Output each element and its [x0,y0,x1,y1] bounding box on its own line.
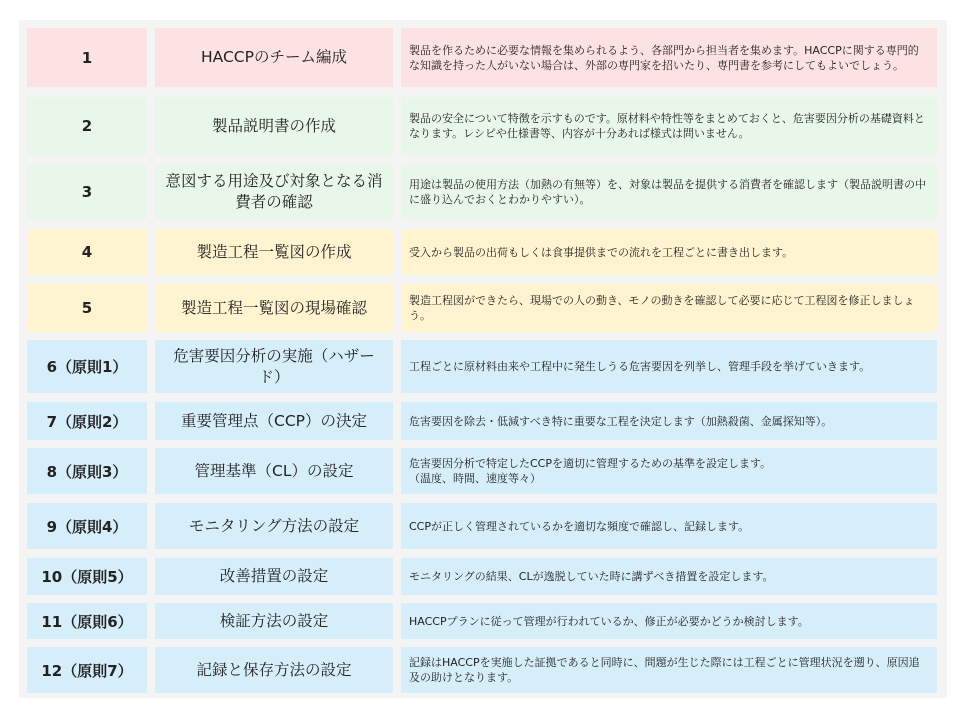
step-number: 11（原則6） [27,603,147,639]
step-number: 2 [27,97,147,155]
step-number: 3 [27,165,147,219]
table-row [27,229,937,275]
step-title: 記録と保存方法の設定 [155,647,393,693]
table-row [27,647,937,693]
step-title: HACCPのチーム編成 [155,28,393,87]
step-title: 管理基準（CL）の設定 [155,448,393,494]
step-number: 5 [27,284,147,332]
step-title: 製造工程一覧図の作成 [155,229,393,275]
table-row [27,402,937,440]
table-row [27,340,937,393]
step-title: 改善措置の設定 [155,558,393,595]
step-title: 検証方法の設定 [155,603,393,639]
step-description: モニタリングの結果、CLが逸脱していた時に講ずべき措置を設定します。 [401,558,937,595]
step-description: 製品の安全について特徴を示すものです。原材料や特性等をまとめておくと、危害要因分析の基礎資料となります。レシピや仕様書等、内容が十分あれば様式は問いません。 [401,97,937,155]
table-row [27,603,937,639]
table-row [27,558,937,595]
step-description: 受入から製品の出荷もしくは食事提供までの流れを工程ごとに書き出します。 [401,229,937,275]
step-description: 製造工程図ができたら、現場での人の動き、モノの動きを確認して必要に応じて工程図を修正しましょう。 [401,284,937,332]
step-description: 危害要因分析で特定したCCPを適切に管理するための基準を設定します。 （温度、時間、速度等々） [401,448,937,494]
table-row [27,28,937,87]
table-row [27,284,937,332]
step-title: 重要管理点（CCP）の決定 [155,402,393,440]
table-row [27,448,937,494]
step-description: HACCPプランに従って管理が行われているか、修正が必要かどうか検討します。 [401,603,937,639]
step-title: 意図する用途及び対象となる消費者の確認 [155,165,393,219]
step-description: 用途は製品の使用方法（加熱の有無等）を、対象は製品を提供する消費者を確認します（製品説明書の中に盛り込んでおくとわかりやすい）。 [401,165,937,219]
step-description: CCPが正しく管理されているかを適切な頻度で確認し、記録します。 [401,503,937,549]
step-number: 10（原則5） [27,558,147,595]
step-number: 8（原則3） [27,448,147,494]
step-number: 4 [27,229,147,275]
step-description: 記録はHACCPを実施した証拠であると同時に、問題が生じた際には工程ごとに管理状況を遡り、原因追及の助けとなります。 [401,647,937,693]
step-number: 6（原則1） [27,340,147,393]
step-number: 12（原則7） [27,647,147,693]
step-title: モニタリング方法の設定 [155,503,393,549]
step-number: 1 [27,28,147,87]
table-row [27,165,937,219]
step-description: 危害要因を除去・低減すべき特に重要な工程を決定します（加熱殺菌、金属探知等）。 [401,402,937,440]
step-number: 7（原則2） [27,402,147,440]
table-row [27,503,937,549]
step-number: 9（原則4） [27,503,147,549]
step-description: 製品を作るために必要な情報を集められるよう、各部門から担当者を集めます。HACCPに関する専門的な知識を持った人がいない場合は、外部の専門家を招いたり、専門書を参考にしてもよいでしょう。 [401,28,937,87]
step-title: 製造工程一覧図の現場確認 [155,284,393,332]
table-row [27,97,937,155]
step-title: 製品説明書の作成 [155,97,393,155]
step-description: 工程ごとに原材料由来や工程中に発生しうる危害要因を列挙し、管理手段を挙げていきます。 [401,340,937,393]
step-title: 危害要因分析の実施（ハザード） [155,340,393,393]
